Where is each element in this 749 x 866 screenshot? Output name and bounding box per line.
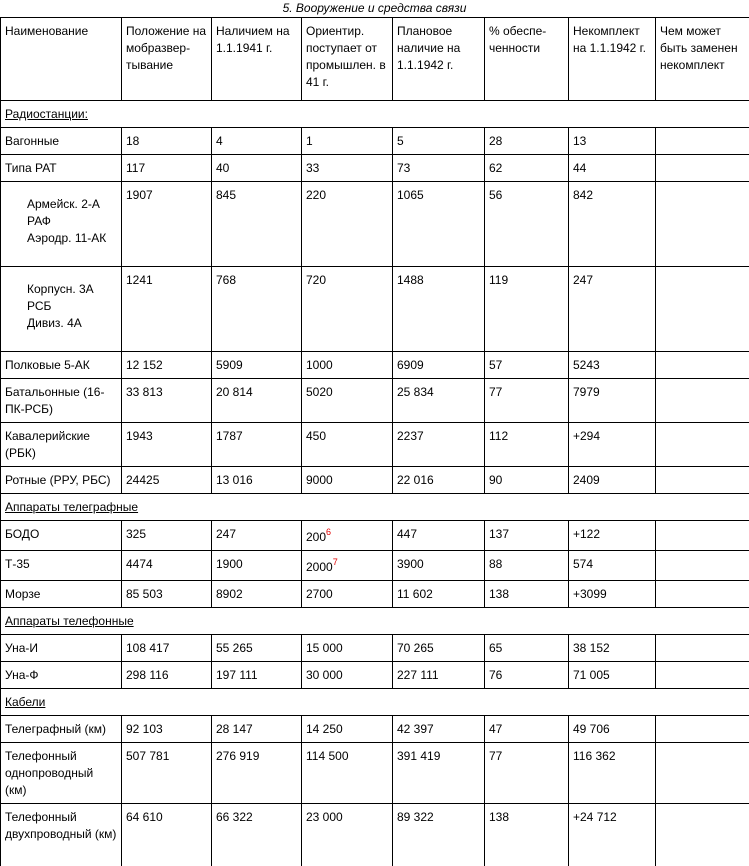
header-cell: % обеспе-ченности xyxy=(485,18,569,101)
table-cell: 33 813 xyxy=(122,379,212,423)
header-cell: Наличием на 1.1.1941 г. xyxy=(212,18,302,101)
row-label: Батальонные (16-ПК-РСБ) xyxy=(1,379,122,423)
table-cell: 5243 xyxy=(569,352,656,379)
armament-table xyxy=(0,17,749,866)
section-title: Радиостанции: xyxy=(1,101,749,128)
table-cell: 33 xyxy=(302,155,393,182)
table-cell xyxy=(656,467,749,494)
table-cell: 22 016 xyxy=(393,467,485,494)
row-label: Телефонный двухпроводный (км) xyxy=(1,804,122,866)
table-cell: 13 xyxy=(569,128,656,155)
table-cell xyxy=(656,379,749,423)
table-cell: 325 xyxy=(122,521,212,551)
table-cell: 720 xyxy=(302,267,393,352)
table-cell xyxy=(656,551,749,581)
header-row xyxy=(1,18,749,101)
table-cell: 4474 xyxy=(122,551,212,581)
table-cell: 574 xyxy=(569,551,656,581)
table-cell: 1000 xyxy=(302,352,393,379)
table-row xyxy=(1,521,749,551)
table-cell xyxy=(656,521,749,551)
table-cell: 6909 xyxy=(393,352,485,379)
table-cell: 9000 xyxy=(302,467,393,494)
row-label: Телеграфный (км) xyxy=(1,716,122,743)
table-cell: 768 xyxy=(212,267,302,352)
table-cell: 842 xyxy=(569,182,656,267)
table-cell: 1065 xyxy=(393,182,485,267)
table-cell: 1900 xyxy=(212,551,302,581)
table-cell: 70 265 xyxy=(393,635,485,662)
table-cell: 1787 xyxy=(212,423,302,467)
table-cell: 42 397 xyxy=(393,716,485,743)
row-label: Типа РАТ xyxy=(1,155,122,182)
table-cell: 76 xyxy=(485,662,569,689)
header-cell: Положение на мобразвер-тывание xyxy=(122,18,212,101)
table-cell: 391 419 xyxy=(393,743,485,804)
row-label-line: РСБ xyxy=(27,298,117,315)
row-label: Полковые 5-АК xyxy=(1,352,122,379)
header-cell: Ориентир. поступает от промышлен. в 41 г. xyxy=(302,18,393,101)
table-cell: 40 xyxy=(212,155,302,182)
table-cell: 28 147 xyxy=(212,716,302,743)
table-cell: 92 103 xyxy=(122,716,212,743)
table-cell: 108 417 xyxy=(122,635,212,662)
header-cell: Некомплект на 1.1.1942 г. xyxy=(569,18,656,101)
table-row xyxy=(1,551,749,581)
table-cell: 1943 xyxy=(122,423,212,467)
table-cell: 447 xyxy=(393,521,485,551)
table-cell: 197 111 xyxy=(212,662,302,689)
table-cell: 2409 xyxy=(569,467,656,494)
table-cell: 89 322 xyxy=(393,804,485,866)
table-cell: 13 016 xyxy=(212,467,302,494)
table-cell: 12 152 xyxy=(122,352,212,379)
table-cell xyxy=(302,521,393,551)
table-cell: 114 500 xyxy=(302,743,393,804)
table-row xyxy=(1,581,749,608)
header-cell: Чем может быть заменен некомплект xyxy=(656,18,749,101)
table-cell: 7979 xyxy=(569,379,656,423)
row-label xyxy=(1,182,122,267)
table-cell xyxy=(656,155,749,182)
table-cell: 65 xyxy=(485,635,569,662)
table-row xyxy=(1,467,749,494)
table-cell: 38 152 xyxy=(569,635,656,662)
table-cell: 2700 xyxy=(302,581,393,608)
table-cell: 23 000 xyxy=(302,804,393,866)
table-cell: 450 xyxy=(302,423,393,467)
section-row xyxy=(1,608,749,635)
table-cell xyxy=(656,635,749,662)
table-cell: 3900 xyxy=(393,551,485,581)
table-cell: 227 111 xyxy=(393,662,485,689)
table-row xyxy=(1,155,749,182)
table-cell: 11 602 xyxy=(393,581,485,608)
table-cell: 5909 xyxy=(212,352,302,379)
table-cell: 44 xyxy=(569,155,656,182)
table-cell: 18 xyxy=(122,128,212,155)
table-cell xyxy=(656,128,749,155)
table-cell xyxy=(656,716,749,743)
table-cell: 25 834 xyxy=(393,379,485,423)
table-cell: 77 xyxy=(485,379,569,423)
section-title: Аппараты телеграфные xyxy=(1,494,749,521)
table-cell: 220 xyxy=(302,182,393,267)
table-row xyxy=(1,635,749,662)
row-label: Уна-Ф xyxy=(1,662,122,689)
table-cell xyxy=(656,662,749,689)
table-cell: 14 250 xyxy=(302,716,393,743)
table-cell: 66 322 xyxy=(212,804,302,866)
table-cell xyxy=(656,743,749,804)
row-label: Вагонные xyxy=(1,128,122,155)
row-label-line: Корпусн. 3А xyxy=(27,281,117,298)
section-title: Аппараты телефонные xyxy=(1,608,749,635)
table-cell: 2237 xyxy=(393,423,485,467)
footnote-ref[interactable]: 6 xyxy=(326,527,331,537)
table-cell: 116 362 xyxy=(569,743,656,804)
table-row xyxy=(1,743,749,804)
table-row xyxy=(1,423,749,467)
table-row xyxy=(1,352,749,379)
table-cell: 77 xyxy=(485,743,569,804)
table-cell: 47 xyxy=(485,716,569,743)
table-cell: 117 xyxy=(122,155,212,182)
table-cell: 90 xyxy=(485,467,569,494)
table-cell: 247 xyxy=(569,267,656,352)
row-label: Т-35 xyxy=(1,551,122,581)
table-cell: 57 xyxy=(485,352,569,379)
table-cell: 24425 xyxy=(122,467,212,494)
header-cell: Наименование xyxy=(1,18,122,101)
table-cell xyxy=(656,423,749,467)
section-row xyxy=(1,101,749,128)
table-cell: 73 xyxy=(393,155,485,182)
section-row xyxy=(1,689,749,716)
table-cell: 298 116 xyxy=(122,662,212,689)
row-label: БОДО xyxy=(1,521,122,551)
table-cell: +294 xyxy=(569,423,656,467)
table-cell xyxy=(302,551,393,581)
table-cell xyxy=(656,182,749,267)
table-row xyxy=(1,804,749,866)
table-cell: 1 xyxy=(302,128,393,155)
row-label-line: Армейск. 2-А xyxy=(27,196,117,213)
table-cell: 56 xyxy=(485,182,569,267)
cell-value: 2000 xyxy=(306,560,333,574)
section-row xyxy=(1,494,749,521)
table-row xyxy=(1,662,749,689)
table-cell: 4 xyxy=(212,128,302,155)
cell-value: 200 xyxy=(306,530,326,544)
table-cell: 137 xyxy=(485,521,569,551)
table-cell: 8902 xyxy=(212,581,302,608)
table-cell: 1241 xyxy=(122,267,212,352)
table-cell: 119 xyxy=(485,267,569,352)
table-cell: +24 712 xyxy=(569,804,656,866)
table-cell: 138 xyxy=(485,804,569,866)
row-label: Кавалерийские (РБК) xyxy=(1,423,122,467)
table-cell xyxy=(656,352,749,379)
table-row xyxy=(1,128,749,155)
table-row xyxy=(1,182,749,267)
table-cell: 1907 xyxy=(122,182,212,267)
row-label: Телефонный однопроводный (км) xyxy=(1,743,122,804)
table-cell: 85 503 xyxy=(122,581,212,608)
table-cell: 71 005 xyxy=(569,662,656,689)
section-title: Кабели xyxy=(1,689,749,716)
table-cell: 55 265 xyxy=(212,635,302,662)
table-cell: 1488 xyxy=(393,267,485,352)
table-row xyxy=(1,379,749,423)
row-label: Морзе xyxy=(1,581,122,608)
table-cell: 49 706 xyxy=(569,716,656,743)
table-cell xyxy=(656,581,749,608)
header-cell: Плановое наличие на 1.1.1942 г. xyxy=(393,18,485,101)
row-label: Ротные (РРУ, РБС) xyxy=(1,467,122,494)
table-row xyxy=(1,267,749,352)
table-cell: +3099 xyxy=(569,581,656,608)
table-cell: +122 xyxy=(569,521,656,551)
footnote-ref[interactable]: 7 xyxy=(333,557,338,567)
table-cell: 138 xyxy=(485,581,569,608)
table-caption: 5. Вооружение и средства связи xyxy=(0,0,749,17)
table-cell: 20 814 xyxy=(212,379,302,423)
table-cell: 88 xyxy=(485,551,569,581)
table-cell: 5 xyxy=(393,128,485,155)
table-cell: 62 xyxy=(485,155,569,182)
table-cell: 112 xyxy=(485,423,569,467)
row-label: Уна-И xyxy=(1,635,122,662)
table-cell: 28 xyxy=(485,128,569,155)
table-cell: 276 919 xyxy=(212,743,302,804)
row-label-line: РАФ xyxy=(27,213,117,230)
row-label-line: Аэродр. 11-АК xyxy=(27,230,117,247)
table-cell xyxy=(656,804,749,866)
table-cell: 247 xyxy=(212,521,302,551)
table-cell xyxy=(656,267,749,352)
table-cell: 845 xyxy=(212,182,302,267)
row-label-line: Дивиз. 4А xyxy=(27,315,117,332)
table-cell: 5020 xyxy=(302,379,393,423)
row-label xyxy=(1,267,122,352)
table-cell: 30 000 xyxy=(302,662,393,689)
table-cell: 15 000 xyxy=(302,635,393,662)
table-cell: 507 781 xyxy=(122,743,212,804)
table-cell: 64 610 xyxy=(122,804,212,866)
table-row xyxy=(1,716,749,743)
